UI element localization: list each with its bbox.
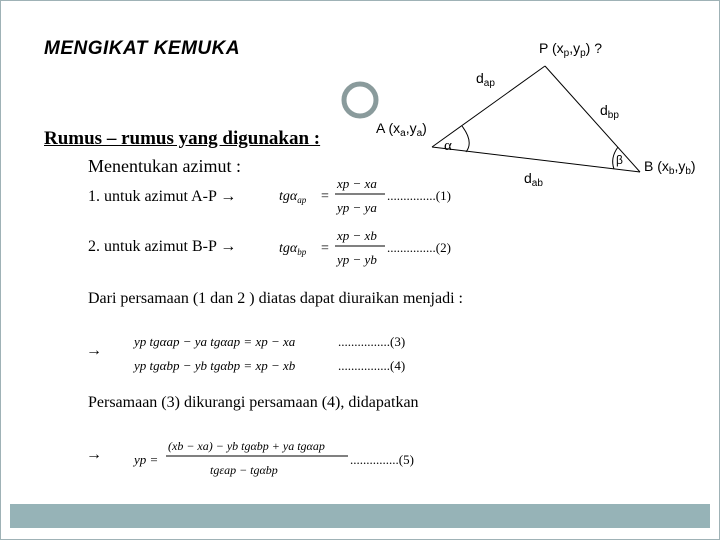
svg-text:tgαap: tgα$_{ap}$ <box>279 189 307 205</box>
distance-dbp-label: $d_{bp}$ <box>600 102 619 121</box>
distance-dab-label: $d_{ab}$ <box>524 170 543 189</box>
subtraction-text: Persamaan (3) dikurangi persamaan (4), didapatkan <box>88 394 419 411</box>
arrow-right-icon: → <box>220 238 237 255</box>
eq1-numerator: xp − xa <box>337 176 377 191</box>
angle-alpha-symbol: α <box>444 138 452 154</box>
arrow-right-icon: → <box>86 446 102 463</box>
eq5-tag: ...............(5) <box>350 452 414 467</box>
formula-2 <box>275 222 485 272</box>
formula-1 <box>275 170 485 220</box>
side-bp <box>545 66 640 172</box>
angle-beta-symbol: β <box>616 153 623 167</box>
eq5-numerator: (xb − xa) − yb tgαbp + ya tgαap <box>168 439 325 453</box>
formulas-3-4 <box>130 328 440 378</box>
eq4: yp tgαbp − yb tgαbp = xp − xb <box>134 358 296 373</box>
eq1-tag: ...............(1) <box>387 188 451 203</box>
arrow-right-icon: → <box>220 188 237 205</box>
eq2-denominator: yp − yb <box>337 252 377 267</box>
formula-5 <box>130 432 440 482</box>
footer-band <box>10 504 710 528</box>
eq5-lhs: yp = <box>134 452 159 467</box>
eq2-tag: ...............(2) <box>387 240 451 255</box>
svg-text:=: = <box>321 189 329 204</box>
side-ab <box>432 147 640 172</box>
angle-alpha-arc <box>462 126 469 152</box>
svg-text:=: = <box>321 241 329 256</box>
arrow-right-icon: → <box>86 342 102 359</box>
azimuth-bp-line: 2. untuk azimut B-P → <box>88 238 237 255</box>
point-b-label: B $(x_b,y_b)$ <box>644 158 696 177</box>
slide-title: MENGIKAT KEMUKA <box>44 38 241 59</box>
eq3: yp tgαap − ya tgαap = xp − xa <box>134 334 296 349</box>
eq1-denominator: yp − ya <box>337 200 377 215</box>
azimuth-subheading: Menentukan azimut : <box>88 156 241 176</box>
eq3-tag: ................(3) <box>338 334 406 349</box>
azimuth-ap-line: 1. untuk azimut A-P → <box>88 188 237 205</box>
formula-heading: Rumus – rumus yang digunakan : <box>44 128 321 149</box>
derivation-text: Dari persamaan (1 dan 2 ) diatas dapat diuraikan menjadi : <box>88 290 463 307</box>
svg-text:tgαbp: tgα$_{bp}$ <box>279 241 307 257</box>
distance-dap-label: $d_{ap}$ <box>476 70 495 89</box>
eq4-tag: ................(4) <box>338 358 406 373</box>
eq2-numerator: xp − xb <box>337 228 377 243</box>
point-a-label: A $(x_a,y_a)$ <box>376 120 427 139</box>
eq5-denominator: tgεap − tgαbp <box>210 463 278 477</box>
decorative-circle-icon <box>344 84 376 116</box>
point-p-label: P $(x_p,y_p)$ ? <box>539 40 603 59</box>
